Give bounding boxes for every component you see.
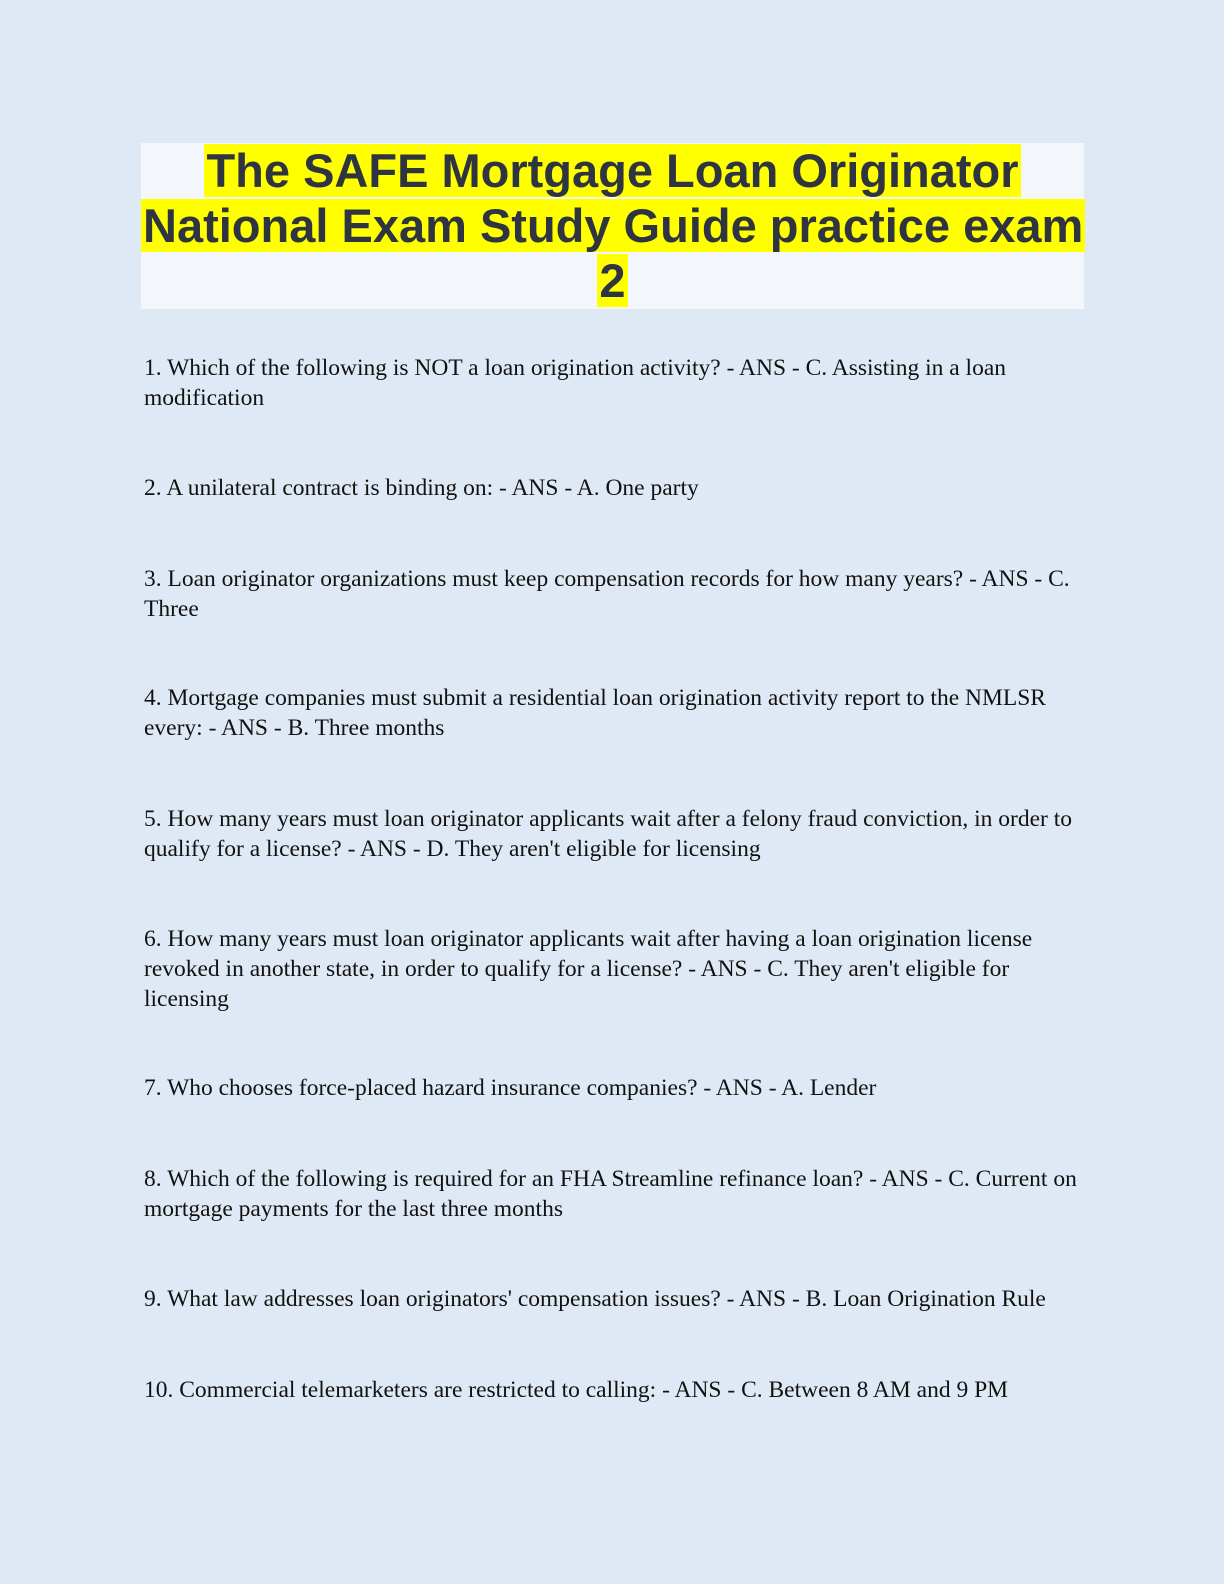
question-item-9: 9. What law addresses loan originators' compensation issues? - ANS - B. Loan Origination Rule [144,1286,1046,1312]
title-box [141,143,1084,309]
question-item-2: 2. A unilateral contract is binding on: - ANS - A. One party [144,475,699,501]
question-item-5: 5. How many years must loan originator applicants wait after a felony fraud conviction, in order to qualify for a license? - ANS - D. They aren't eligible for licensing [144,806,1072,862]
question-item-8: 8. Which of the following is required for an FHA Streamline refinance loan? - ANS - C. Current on mortgage payments for the last three months [144,1166,1077,1222]
question-item-4: 4. Mortgage companies must submit a residential loan origination activity report to the NMLSR every: - ANS - B. Three months [144,685,1046,741]
document-title [141,143,1084,308]
question-item-1: 1. Which of the following is NOT a loan origination activity? - ANS - C. Assisting in a loan modification [144,355,1007,411]
document-title-text: The SAFE Mortgage Loan Originator National Exam Study Guide practice exam 2 [143,144,1084,307]
question-item-10: 10. Commercial telemarketers are restricted to calling: - ANS - C. Between 8 AM and 9 PM [144,1377,1009,1403]
question-item-3: 3. Loan originator organizations must keep compensation records for how many years? - ANS - C. Three [144,566,1070,622]
question-item-7: 7. Who chooses force-placed hazard insurance companies? - ANS - A. Lender [144,1075,877,1101]
question-item-6: 6. How many years must loan originator applicants wait after having a loan origination license revoked in another state, in order to qualify for a license? - ANS - C. They aren't eligible for licensing [144,926,1033,1012]
